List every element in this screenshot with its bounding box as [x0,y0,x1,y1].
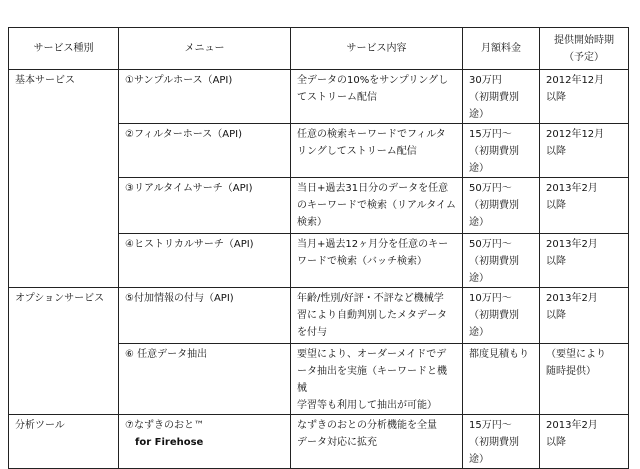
header-content: サービス内容 [291,28,463,70]
header-row [9,28,629,70]
content-cell [291,124,463,178]
menu-sublabel: for Firehose [135,437,204,448]
price-cell [463,415,540,469]
content-cell [291,70,463,124]
start-line: 2013年2月 [546,293,598,304]
start-line: 2013年2月 [546,239,598,250]
header-menu: メニュー [119,28,291,70]
price-cell [463,288,540,344]
start-line: 以降 [546,256,566,267]
content-line: のキーワードで検索（リアルタイム [297,200,456,211]
start-line: 以降 [546,146,566,157]
header-start [540,28,629,70]
menu-label: ⑥ 任意データ抽出 [125,349,208,360]
start-line: 以降 [546,92,566,103]
table-row [9,124,629,178]
category-analysis: 分析ツール [9,415,119,469]
category-option-continued [9,344,119,415]
price-line: 50万円～ [469,239,512,250]
content-cell [291,288,463,344]
price-line: 50万円～ [469,183,512,194]
content-line: 全データの10%をサンプリングし [297,75,449,86]
menu-label: ②フィルターホース（API) [125,129,242,140]
start-line: 2012年12月 [546,75,605,86]
price-line: 15万円～ [469,129,512,140]
table-row [9,178,629,234]
content-cell [291,234,463,288]
price-cell [463,234,540,288]
content-line: 要望により、オーダーメイドでデ [297,349,447,360]
price-line: （初期費別途） [469,310,519,338]
content-line: 年齢/性別/好評・不評など機械学 [297,293,444,304]
price-line: 都度見積もり [469,349,529,360]
header-start-line: （予定） [564,51,604,63]
start-line: 以降 [546,310,566,321]
content-line: ワードで検索（バッチ検索） [297,256,427,267]
content-line: 当月+過去12ヶ月分を任意のキー [297,239,449,250]
menu-cell [119,70,291,124]
content-line: リングしてストリーム配信 [297,146,417,157]
start-line: 随時提供） [546,366,596,377]
price-cell [463,70,540,124]
content-cell [291,178,463,234]
header-start-line: 提供開始時期 [554,34,614,46]
start-cell [540,124,629,178]
start-cell [540,234,629,288]
category-basic-continued [9,234,119,288]
service-table-container [8,27,629,469]
category-basic-continued [9,124,119,178]
start-line: 以降 [546,437,566,448]
category-option: オプションサービス [9,288,119,344]
price-line: （初期費別途） [469,200,519,228]
price-line: 10万円～ [469,293,512,304]
menu-cell [119,288,291,344]
start-cell [540,288,629,344]
start-line: 2013年2月 [546,183,598,194]
price-line: 30万円 [469,75,502,86]
menu-cell [119,124,291,178]
table-row [9,70,629,124]
start-cell [540,70,629,124]
category-basic-continued [9,178,119,234]
menu-cell [119,344,291,415]
content-line: 任意の検索キーワードでフィルタ [297,129,446,140]
service-table [8,27,629,469]
price-cell [463,344,540,415]
content-line: を付与 [297,327,327,338]
start-cell [540,178,629,234]
price-line: （初期費別途） [469,256,519,284]
table-row [9,344,629,415]
menu-cell [119,415,291,469]
menu-label: ⑤付加情報の付与（API) [125,293,234,304]
start-line: 2012年12月 [546,129,605,140]
content-line: 当日+過去31日分のデータを任意 [297,183,449,194]
content-cell [291,415,463,469]
table-row [9,415,629,469]
price-cell [463,124,540,178]
menu-label: ④ヒストリカルサーチ（API) [125,239,254,250]
price-cell [463,178,540,234]
category-basic: 基本サービス [9,70,119,124]
menu-cell [119,178,291,234]
content-line: 習により自動判別したメタデータ [297,310,447,321]
menu-label: ①サンプルホース（API) [125,75,233,86]
content-line: 学習等も利用して抽出が可能） [297,400,437,411]
start-line: 以降 [546,200,566,211]
content-cell [291,344,463,415]
header-price: 月額料金 [463,28,540,70]
content-line: データ対応に拡充 [297,437,377,448]
start-line: （要望により [546,349,606,360]
content-line: ータ抽出を実施（キーワードと機械 [297,366,447,394]
start-cell [540,344,629,415]
content-line: 検索） [297,217,327,228]
price-line: （初期費別途） [469,437,519,465]
price-line: 15万円～ [469,420,512,431]
menu-label: ⑦なずきのおと™ [125,420,204,431]
content-line: てストリーム配信 [297,92,377,103]
menu-cell [119,234,291,288]
start-cell [540,415,629,469]
table-row [9,234,629,288]
price-line: （初期費別途） [469,92,519,120]
start-line: 2013年2月 [546,420,598,431]
header-category: サービス種別 [9,28,119,70]
price-line: （初期費別途） [469,146,519,174]
table-row [9,288,629,344]
menu-label: ③リアルタイムサーチ（API) [125,183,253,194]
content-line: なずきのおとの分析機能を全量 [297,420,437,431]
